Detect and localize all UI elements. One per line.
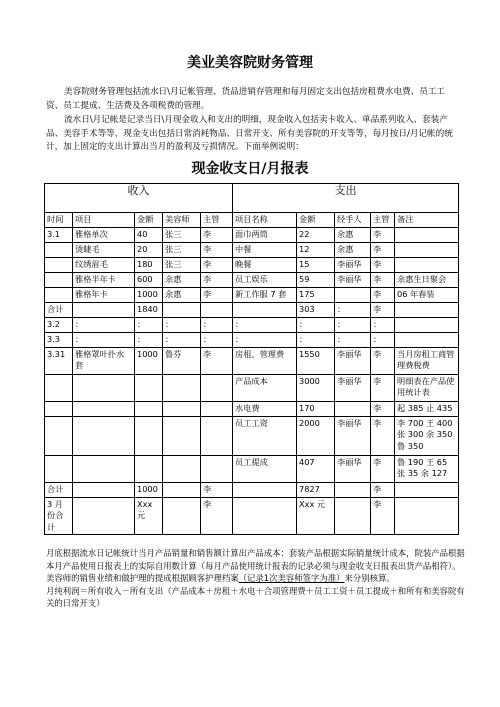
- table-cell: [395, 227, 459, 242]
- table-cell: 余惠: [335, 227, 371, 242]
- table-cell: [135, 374, 163, 401]
- table-cell: 李: [201, 227, 233, 242]
- table-cell: 张三: [163, 257, 201, 272]
- table-cell: 7827: [297, 482, 335, 497]
- table-cell: 余惠: [163, 272, 201, 287]
- table-cell: 303: [297, 302, 335, 317]
- table-row: [45, 347, 459, 374]
- table-cell: 李丽华: [335, 347, 371, 374]
- table-cell: 李丽华: [335, 272, 371, 287]
- table-cell: [201, 401, 233, 416]
- table-cell: [233, 497, 297, 535]
- table-cell: 1000: [135, 482, 163, 497]
- table-cell: 170: [297, 401, 335, 416]
- notes: [46, 547, 466, 610]
- table-cell: [73, 497, 135, 535]
- table-cell: [73, 374, 135, 401]
- table-cell: 李: [371, 287, 395, 302]
- table-cell: [135, 401, 163, 416]
- table-cell: [45, 374, 73, 401]
- table-cell: ：: [371, 332, 395, 347]
- table-cell: 面巾两筒: [233, 227, 297, 242]
- table-cell: [163, 401, 201, 416]
- table-cell: 3.31: [45, 347, 73, 374]
- table-cell: 余惠生日聚会: [395, 272, 459, 287]
- table-cell: 张三: [163, 242, 201, 257]
- table-cell: 22: [297, 227, 335, 242]
- table-row: [45, 497, 459, 535]
- table-cell: 李: [201, 497, 233, 535]
- table-cell: 12: [297, 242, 335, 257]
- table-cell: 员工娱乐: [233, 272, 297, 287]
- table-cell: 李 700 王 400 张 300 余 350 鲁 350: [395, 416, 459, 455]
- table-cell: [135, 455, 163, 482]
- intro-text: [46, 86, 458, 156]
- table-cell: ：: [233, 317, 297, 332]
- table-cell: 15: [297, 257, 335, 272]
- table-cell: 晚餐: [233, 257, 297, 272]
- table-cell: 李: [371, 227, 395, 242]
- table-cell: [335, 497, 371, 535]
- col-header: 时间: [45, 213, 73, 228]
- table-cell: 产品成本: [233, 374, 297, 401]
- table-cell: ：: [135, 317, 163, 332]
- table-cell: 20: [135, 242, 163, 257]
- cash-report-table: [44, 183, 459, 535]
- note-profit: 月纯利润＝所有收入－所有支出（产品成本＋房租＋水电＋合项管理费＋员工工资＋员工提成＋和所有和美容院有关的日常开支）: [46, 585, 465, 608]
- table-cell: [73, 416, 135, 455]
- table-cell: [395, 257, 459, 272]
- table-cell: [163, 374, 201, 401]
- table-cell: 余惠: [335, 242, 371, 257]
- col-header: 项目名称: [233, 213, 297, 228]
- report-title: 现金收支日/月报表: [191, 161, 309, 177]
- table-row: [45, 302, 459, 317]
- table-row: [45, 227, 459, 242]
- table-cell: ：: [201, 317, 233, 332]
- table-cell: [45, 272, 73, 287]
- table-cell: [233, 302, 297, 317]
- col-header: 美容师: [163, 213, 201, 228]
- table-cell: 600: [135, 272, 163, 287]
- table-cell: 新工作服 7 套: [233, 287, 297, 302]
- table-cell: 175: [297, 287, 335, 302]
- table-cell: 40: [135, 227, 163, 242]
- table-cell: 房租、管理费: [233, 347, 297, 374]
- column-header-row: [45, 213, 459, 228]
- table-cell: 余惠: [163, 287, 201, 302]
- table-cell: [395, 317, 459, 332]
- col-header: 备注: [395, 213, 459, 228]
- table-cell: [163, 302, 201, 317]
- table-cell: 李: [371, 374, 395, 401]
- note-cost: [46, 547, 466, 585]
- table-cell: [45, 287, 73, 302]
- table-row: [45, 287, 459, 302]
- table-row: [45, 401, 459, 416]
- table-cell: [73, 302, 135, 317]
- table-cell: 员工提成: [233, 455, 297, 482]
- table-row: [45, 374, 459, 401]
- table-cell: ：: [371, 317, 395, 332]
- table-row: [45, 317, 459, 332]
- note-cost-text: 月底根据流水日记帐统计当月产品销量和销售额计算出产品成本：套装产品根据实际销量统计成本，院装产品根据本月产品使用日报表上的实际自用数计算（每月产品使用统计报表的记录必须与现金收支日报表出货产品相符）。美容师的销售业绩和做护理的提成根据顾客护理档案: [46, 548, 465, 583]
- table-cell: [395, 497, 459, 535]
- expense-header: 支出: [233, 184, 459, 213]
- table-cell: 员工工资: [233, 416, 297, 455]
- table-cell: [395, 482, 459, 497]
- col-header: 主管: [201, 213, 233, 228]
- table-cell: ：: [233, 332, 297, 347]
- table-cell: 鲁芬: [163, 347, 201, 374]
- table-cell: [201, 455, 233, 482]
- table-cell: 李: [201, 482, 233, 497]
- table-row: [45, 242, 459, 257]
- table-cell: Xxx 元: [297, 497, 335, 535]
- table-cell: 李: [201, 287, 233, 302]
- table-cell: [73, 482, 135, 497]
- table-cell: ：: [73, 332, 135, 347]
- table-cell: [163, 497, 201, 535]
- note-cost-end: 来分别核算。: [344, 573, 395, 583]
- table-cell: 3.2: [45, 317, 73, 332]
- table-cell: 李: [371, 401, 395, 416]
- table-cell: 李: [371, 416, 395, 455]
- table-cell: ：: [73, 317, 135, 332]
- table-cell: [45, 455, 73, 482]
- table-cell: ：: [335, 317, 371, 332]
- table-cell: 中餐: [233, 242, 297, 257]
- table-cell: 鲁 190 王 65 张 35 余 127: [395, 455, 459, 482]
- table-row: [45, 455, 459, 482]
- intro-paragraph-2: 流水日\月记帐是记录当日\月现金收入和支出的明细，现金收入包括卖卡收入、单品系列收入、套装产品、美容手术等等，现金支出包括日常消耗物品、日常开支、所有美容院的开支等等，每月按日/月记帐的统计，加上固定的支出计算出当月的盈利及亏损情况。下面举例说明：: [46, 115, 453, 152]
- table-cell: 1000: [135, 347, 163, 374]
- table-cell: 180: [135, 257, 163, 272]
- table-cell: [135, 416, 163, 455]
- table-cell: [73, 455, 135, 482]
- table-cell: [335, 287, 371, 302]
- table-cell: 1840: [135, 302, 163, 317]
- table-cell: 李: [371, 272, 395, 287]
- table-cell: [45, 401, 73, 416]
- table-cell: [395, 332, 459, 347]
- table-cell: ：: [297, 332, 335, 347]
- table-cell: [335, 482, 371, 497]
- table-row: [45, 332, 459, 347]
- note-cost-underlined: （记录1次美容师签字为准）: [238, 573, 345, 583]
- intro-paragraph-1: 美容院财务管理包括流水日\月记帐管理、货品进销存管理和每月固定支出包括房租费水电费、员工工资、员工提成、生活费及各项税费的管理。: [46, 87, 446, 111]
- table-cell: 3.1: [45, 227, 73, 242]
- table-cell: 张三: [163, 227, 201, 242]
- table-cell: 雅格单次: [73, 227, 135, 242]
- table-cell: [395, 242, 459, 257]
- table-cell: 1000: [135, 287, 163, 302]
- table-cell: 李: [371, 347, 395, 374]
- table-cell: ：: [335, 302, 371, 317]
- table-cell: [201, 416, 233, 455]
- col-header: 金额: [135, 213, 163, 228]
- table-cell: [163, 482, 201, 497]
- table-cell: 407: [297, 455, 335, 482]
- table-cell: 1550: [297, 347, 335, 374]
- table-cell: 59: [297, 272, 335, 287]
- table-cell: 起 385 止 435: [395, 401, 459, 416]
- table-cell: 李: [371, 257, 395, 272]
- table-row: [45, 482, 459, 497]
- col-header: 项目: [73, 213, 135, 228]
- table-cell: 纹绣眉毛: [73, 257, 135, 272]
- table-cell: ：: [335, 332, 371, 347]
- table-cell: 当月房租工商管理费税费: [395, 347, 459, 374]
- table-cell: 李: [371, 242, 395, 257]
- table-cell: [395, 302, 459, 317]
- table-cell: [163, 455, 201, 482]
- page-title: 美业美容院财务管理: [187, 55, 313, 71]
- table-cell: [45, 257, 73, 272]
- table-cell: 3 月份合计: [45, 497, 73, 535]
- table-cell: [45, 416, 73, 455]
- table-cell: 3000: [297, 374, 335, 401]
- table-cell: 李: [371, 497, 395, 535]
- table-cell: [201, 374, 233, 401]
- col-header: 经手人: [335, 213, 371, 228]
- table-cell: Xxx 元: [135, 497, 163, 535]
- table-cell: [163, 416, 201, 455]
- table-cell: ：: [135, 332, 163, 347]
- table-row: [45, 272, 459, 287]
- table-cell: 雅格半年卡: [73, 272, 135, 287]
- table-cell: 雅格年卡: [73, 287, 135, 302]
- table-cell: 李: [201, 257, 233, 272]
- table-cell: [233, 482, 297, 497]
- table-cell: 水电费: [233, 401, 297, 416]
- section-header-row: [45, 184, 459, 213]
- table-cell: 06 年春装: [395, 287, 459, 302]
- table-cell: 李: [201, 242, 233, 257]
- table-cell: ：: [297, 317, 335, 332]
- table-cell: ：: [163, 317, 201, 332]
- table-cell: 李丽华: [335, 374, 371, 401]
- table-cell: [335, 401, 371, 416]
- table-row: [45, 416, 459, 455]
- table-cell: ：: [163, 332, 201, 347]
- table-cell: 李: [371, 455, 395, 482]
- table-cell: 李丽华: [335, 416, 371, 455]
- table-cell: 李: [371, 482, 395, 497]
- table-cell: 2000: [297, 416, 335, 455]
- table-cell: 李: [201, 347, 233, 374]
- income-header: 收入: [45, 184, 233, 213]
- table-cell: [45, 242, 73, 257]
- table-cell: 3.3: [45, 332, 73, 347]
- table-cell: ：: [201, 332, 233, 347]
- table-row: [45, 257, 459, 272]
- col-header: 主管: [371, 213, 395, 228]
- table-cell: 合计: [45, 482, 73, 497]
- table-cell: 李丽华: [335, 455, 371, 482]
- table-cell: 合计: [45, 302, 73, 317]
- table-cell: 李: [371, 302, 395, 317]
- table-cell: 雅格罩叶扑水套: [73, 347, 135, 374]
- table-cell: 李: [201, 272, 233, 287]
- table-cell: 烫睫毛: [73, 242, 135, 257]
- table-cell: [73, 401, 135, 416]
- col-header: 金额: [297, 213, 335, 228]
- table-cell: 明细表在产品使用统计表: [395, 374, 459, 401]
- table-cell: [201, 302, 233, 317]
- table-cell: 李丽华: [335, 257, 371, 272]
